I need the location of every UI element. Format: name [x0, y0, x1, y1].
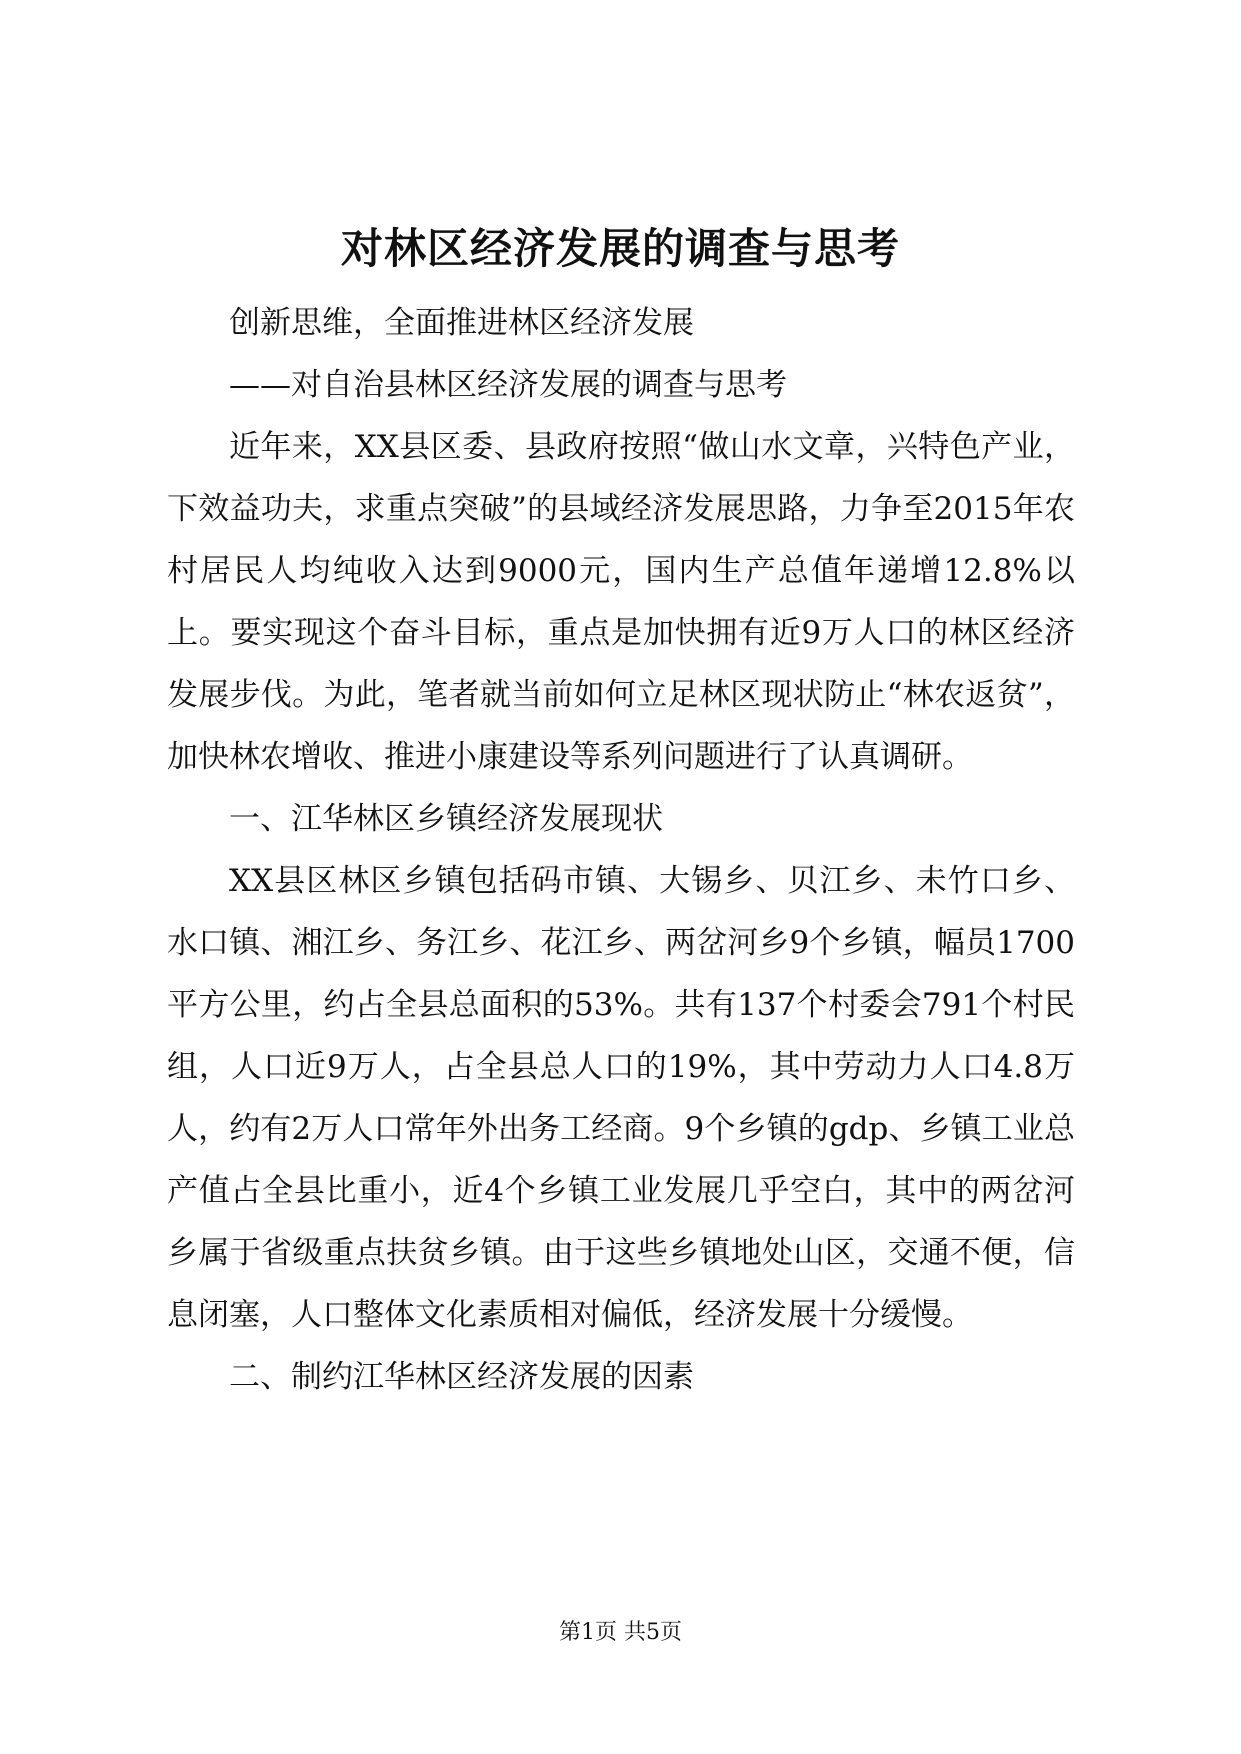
- section-heading-2: 二、制约江华林区经济发展的因素: [229, 1359, 694, 1395]
- page-number-footer: 第1页 共5页: [559, 1620, 682, 1645]
- document-body: [167, 292, 1075, 1408]
- section-heading-1: 一、江华林区乡镇经济发展现状: [229, 801, 663, 837]
- document-title: 对林区经济发展的调查与思考: [340, 224, 900, 273]
- intro-paragraph: 近年来，XX县区委、县政府按照“做山水文章，兴特色产业，下效益功夫，求重点突破”的县域经济发展思路，力争至2015年农村居民人均纯收入达到9000元，国内生产总值年递增12.8%以上。要实现这个奋斗目标，重点是加快拥有近9万人口的林区经济发展步伐。为此，笔者就当前如何立足林区现状防止“林农返贫”，加快林农增收、推进小康建设等系列问题进行了认真调研。: [167, 429, 1075, 775]
- status-paragraph: XX县区林区乡镇包括码市镇、大锡乡、贝江乡、未竹口乡、水口镇、湘江乡、务江乡、花江乡、两岔河乡9个乡镇，幅员1700平方公里，约占全县总面积的53%。共有137个村委会791个村民组，人口近9万人，占全县总人口的19%，其中劳动力人口4.8万人，约有2万人口常年外出务工经商。9个乡镇的gdp、乡镇工业总产值占全县比重小，近4个乡镇工业发展几乎空白，其中的两岔河乡属于省级重点扶贫乡镇。由于这些乡镇地处山区，交通不便，信息闭塞，人口整体文化素质相对偏低，经济发展十分缓慢。: [167, 863, 1075, 1333]
- subtitle-line-1: 创新思维，全面推进林区经济发展: [229, 305, 694, 341]
- subtitle-line-2: ——对自治县林区经济发展的调查与思考: [229, 367, 787, 403]
